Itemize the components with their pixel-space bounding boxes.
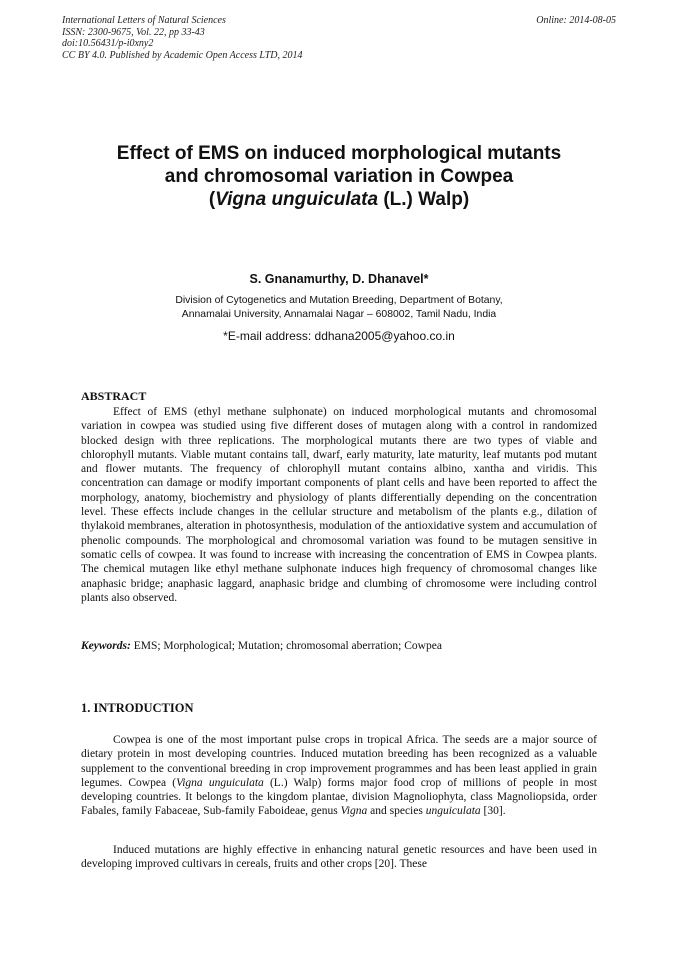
- journal-license: CC BY 4.0. Published by Academic Open Access LTD, 2014: [62, 49, 303, 61]
- introduction-paragraph-1: Cowpea is one of the most important pulse crops in tropical Africa. The seeds are a major source of dietary protein in most developing countries. Induced mutation breeding has been recognized as a valuable supplement to the conventional breeding in crop improvement programmes and has been least applied in grain legumes. Cowpea (Vigna unguiculata (L.) Walp) forms major food crop of millions of people in most developing countries. It belongs to the kingdom plantae, division Magnoliophyta, class Magnoliopsida, order Fabales, family Fabaceae, Sub-family Faboideae, genus Vigna and species unguiculata [30].: [81, 734, 598, 818]
- paper-title: [60, 142, 618, 211]
- title-species-name: Vigna unguiculata: [215, 189, 379, 210]
- journal-header: [62, 15, 303, 61]
- journal-name: International Letters of Natural Sciences: [62, 15, 226, 26]
- journal-doi[interactable]: doi:10.56431/p-i0xny2: [62, 38, 154, 50]
- introduction-heading: 1. INTRODUCTION: [81, 701, 194, 715]
- online-date: Online: 2014-08-05: [536, 15, 616, 26]
- email-address[interactable]: *E-mail address: ddhana2005@yahoo.co.in: [223, 329, 455, 343]
- abstract-heading: ABSTRACT: [81, 389, 147, 403]
- keywords-label: Keywords: [81, 640, 127, 652]
- title-line-1: Effect of EMS on induced morphological mutants: [116, 143, 562, 164]
- keywords-list: EMS; Morphological; Mutation; chromosomal aberration; Cowpea: [130, 640, 442, 652]
- keywords: Keywords: EMS; Morphological; Mutation; chromosomal aberration; Cowpea: [81, 640, 442, 652]
- title-line-3: (Vigna unguiculata (L.) Walp): [208, 189, 470, 210]
- abstract-text: Effect of EMS (ethyl methane sulphonate) on induced morphological mutants and chromosomal variation in cowpea was studied using five different doses of mutagen along with a control in randomized blocked design with three replications. The morphological mutants there are two types of viable and chlorophyll mutants. Viable mutant contains tall, dwarf, early maturity, late maturity, leaf mutants pod mutant and flower mutants. The frequency of chlorophyll mutant contains albino, xantha and viridis. This concentration can damage or modify important components of plant cells and have been reported to affect the morphology, anatomy, biochemistry and physiology of plants differentially depending on the concentration level. These effects include changes in the cellular structure and metabolism of the plants e.g., dilation of thylakoid membranes, alteration in photosynthesis, modulation of the antioxidative system and accumulation of phenolic compounds. The morphological and chromosomal variation was found to be mutagen sensitive in somatic cells of cowpea. It was found to increase with increasing the concentration of EMS in Cowpea plants. The chemical mutagen like ethyl methane sulphonate induces high frequency of chromosomal changes like anaphasic bridge; anaphasic laggard, anaphasic bridge and clumbing of chromosome were including control plants also observed.: [81, 406, 597, 604]
- title-line-2: and chromosomal variation in Cowpea: [164, 166, 514, 187]
- journal-issn: ISSN: 2300-9675, Vol. 22, pp 33-43: [62, 26, 205, 38]
- introduction-paragraph-2: Induced mutations are highly effective in enhancing natural genetic resources and have been used in developing improved cultivars in cereals, fruits and other crops [20]. These: [81, 844, 597, 871]
- affiliation: [60, 294, 618, 322]
- authors: S. Gnanamurthy, D. Dhanavel*: [249, 272, 429, 286]
- affiliation-line-2: Annamalai University, Annamalai Nagar – 608002, Tamil Nadu, India: [181, 309, 497, 320]
- affiliation-line-1: Division of Cytogenetics and Mutation Breeding, Department of Botany,: [175, 295, 503, 306]
